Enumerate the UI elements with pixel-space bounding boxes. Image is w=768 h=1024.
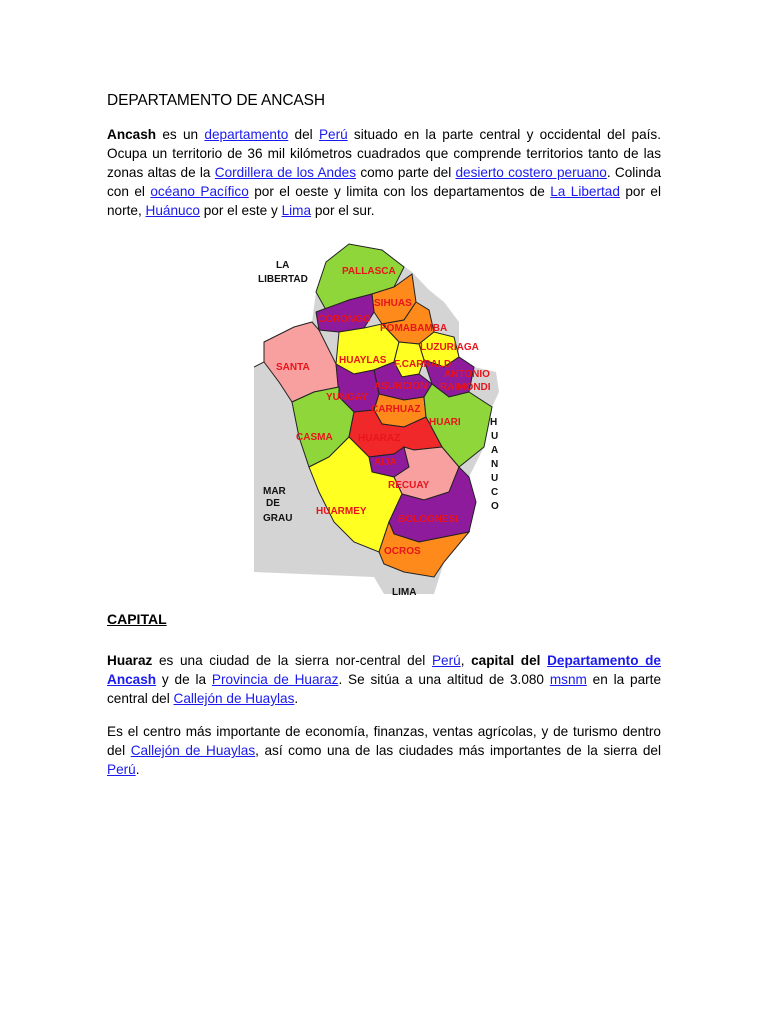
label-yungay: YUNGAY bbox=[326, 392, 368, 403]
intro-paragraph bbox=[107, 125, 661, 220]
label-casma: CASMA bbox=[296, 432, 333, 443]
link-la-libertad[interactable]: La Libertad bbox=[550, 184, 620, 199]
link-peru-2[interactable]: Perú bbox=[431, 653, 461, 668]
link-provincia-huaraz[interactable]: Provincia de Huaraz bbox=[211, 672, 339, 687]
label-huanuco-h: H bbox=[490, 417, 498, 428]
label-la: LA bbox=[276, 260, 290, 271]
text-span: . bbox=[294, 691, 299, 706]
huaraz-bold: Huaraz bbox=[107, 653, 153, 668]
link-departamento-ancash[interactable]: Departamento de Ancash bbox=[107, 653, 661, 687]
label-huaraz: HUARAZ bbox=[358, 433, 401, 444]
capital-paragraph bbox=[107, 651, 661, 708]
text-span: . Colinda con el bbox=[107, 165, 662, 199]
ancash-province-map bbox=[254, 232, 514, 597]
label-grau: GRAU bbox=[263, 513, 293, 524]
text-span: es un bbox=[156, 127, 205, 142]
label-raimondi: RAIMONDI bbox=[440, 382, 491, 393]
link-cordillera[interactable]: Cordillera de los Andes bbox=[214, 165, 357, 180]
label-libertad: LIBERTAD bbox=[258, 274, 308, 285]
label-fcarrald: F.CARRALD bbox=[394, 359, 452, 370]
link-desierto[interactable]: desierto costero peruano bbox=[455, 165, 607, 180]
text-span: , bbox=[460, 653, 472, 668]
link-callejon-huaylas[interactable]: Callejón de Huaylas bbox=[173, 691, 295, 706]
capital-del-bold: capital del bbox=[471, 653, 548, 668]
text-span: como parte del bbox=[356, 165, 456, 180]
ancash-bold: Ancash bbox=[107, 127, 157, 142]
text-span: , así como una de las ciudades más importantes de la sierra del bbox=[255, 743, 662, 758]
page-title: DEPARTAMENTO DE ANCASH bbox=[107, 92, 326, 109]
capital-heading: CAPITAL bbox=[107, 611, 167, 627]
label-pallasca: PALLASCA bbox=[342, 266, 396, 277]
label-corongo: CORONGO bbox=[318, 314, 371, 325]
label-antonio: ANTONIO bbox=[444, 369, 490, 380]
text-span: por el este y bbox=[199, 203, 282, 218]
text-span: . bbox=[135, 762, 140, 777]
link-oceano[interactable]: océano Pacífico bbox=[150, 184, 249, 199]
label-asuncion: ASUNCION bbox=[374, 381, 428, 392]
label-ocros: OCROS bbox=[384, 546, 421, 557]
text-span: . Se sitúa a una altitud de 3.080 bbox=[338, 672, 550, 687]
text-span: por el norte, bbox=[107, 184, 661, 218]
link-huanuco[interactable]: Huánuco bbox=[145, 203, 200, 218]
label-pomabamba: POMABAMBA bbox=[380, 323, 448, 334]
text-span: por el sur. bbox=[311, 203, 375, 218]
label-huaylas: HUAYLAS bbox=[339, 355, 387, 366]
link-peru-3[interactable]: Perú bbox=[107, 762, 136, 777]
text-span: y de la bbox=[156, 672, 212, 687]
label-carhuaz: CARHUAZ bbox=[371, 404, 421, 415]
label-sihuas: SIHUAS bbox=[374, 298, 412, 309]
label-recuay: RECUAY bbox=[388, 480, 430, 491]
label-mar: MAR bbox=[263, 486, 286, 497]
label-santa: SANTA bbox=[276, 362, 310, 373]
label-aija: AIJA bbox=[374, 457, 397, 468]
link-departamento[interactable]: departamento bbox=[204, 127, 289, 142]
text-span: por el oeste y limita con los departamentos de bbox=[248, 184, 551, 199]
link-msnm[interactable]: msnm bbox=[549, 672, 587, 687]
label-bolognesi: BOLOGNESI bbox=[398, 514, 459, 525]
text-span: es una ciudad de la sierra nor-central del bbox=[152, 653, 432, 668]
label-huanuco-c: C bbox=[491, 487, 499, 498]
label-huari: HUARI bbox=[429, 417, 461, 428]
label-huanuco-u: U bbox=[491, 431, 499, 442]
link-peru[interactable]: Perú bbox=[318, 127, 348, 142]
label-huanuco-u2: U bbox=[491, 473, 499, 484]
label-huanuco-n: N bbox=[491, 459, 499, 470]
text-span: situado en la parte central y occidental del país. Ocupa un territorio de 36 mil kilómetros cuadrados que comprende territorios tanto de las zonas altas de la bbox=[107, 127, 661, 180]
text-span: Es el centro más importante de economía, finanzas, ventas agrícolas, y de turismo dentro del bbox=[107, 724, 661, 758]
label-huanuco-o: O bbox=[491, 501, 499, 512]
link-lima[interactable]: Lima bbox=[281, 203, 312, 218]
economy-paragraph bbox=[107, 722, 661, 779]
link-callejon-huaylas-2[interactable]: Callejón de Huaylas bbox=[130, 743, 256, 758]
label-lima: LIMA bbox=[392, 587, 417, 597]
text-span: del bbox=[288, 127, 319, 142]
label-luzuriaga: LUZURIAGA bbox=[420, 342, 479, 353]
label-huanuco-a: A bbox=[491, 445, 499, 456]
label-de: DE bbox=[266, 498, 280, 509]
label-huarmey: HUARMEY bbox=[316, 506, 367, 517]
text-span: en la parte central del bbox=[107, 672, 662, 706]
